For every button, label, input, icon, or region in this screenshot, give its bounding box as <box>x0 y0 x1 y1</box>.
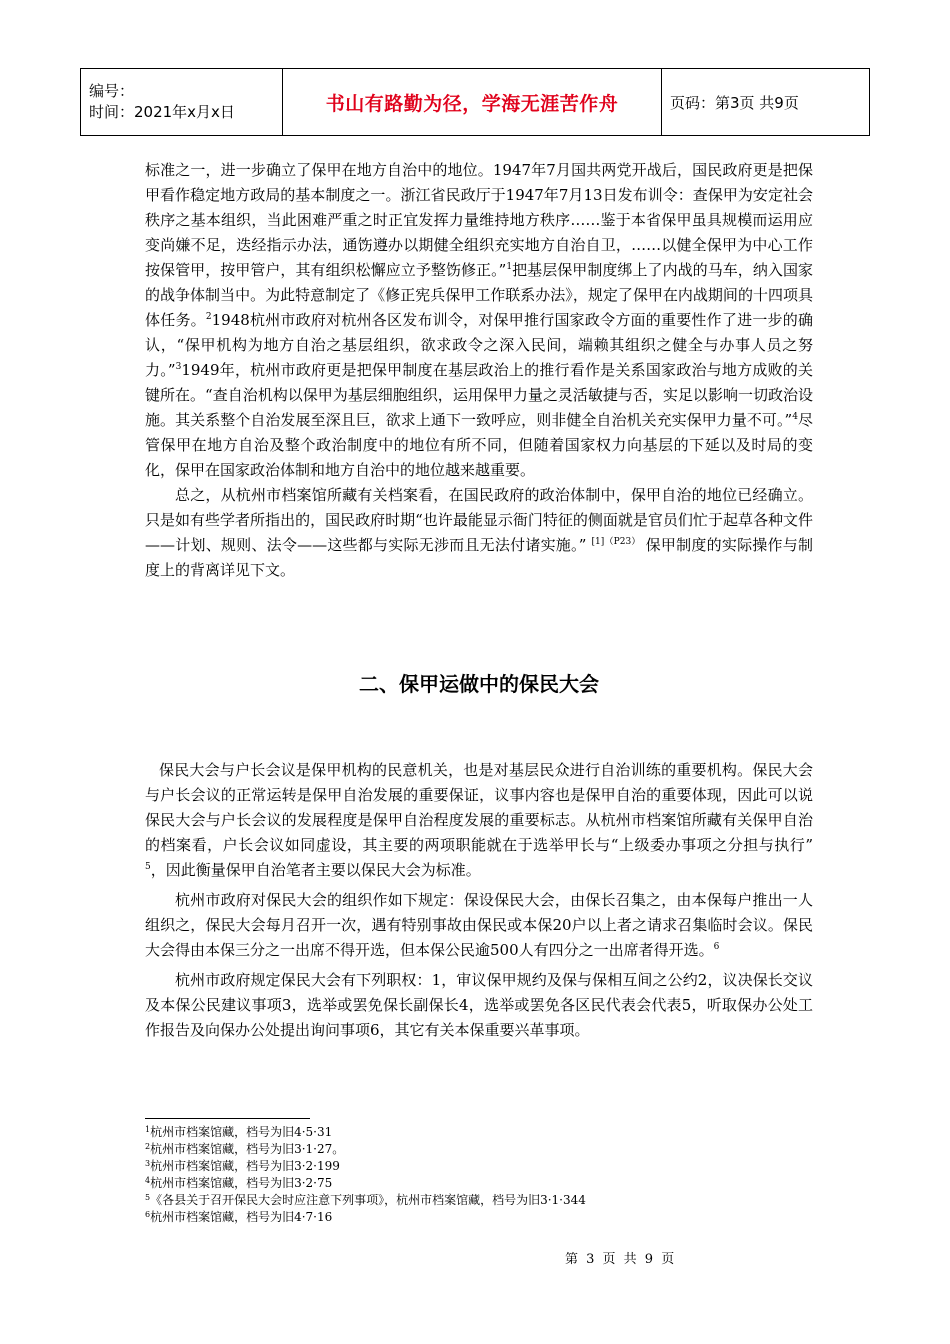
footnote-number: 1 <box>145 1125 151 1134</box>
footnote-ref-6[interactable]: 6 <box>713 942 720 952</box>
footnote-separator <box>145 1118 310 1119</box>
footnote-number: 3 <box>145 1159 151 1168</box>
header-motto: 书山有路勤为径，学海无涯苦作舟 <box>283 69 662 136</box>
body-bottom <box>145 758 813 1048</box>
footnote-text: 《各县关于召开保民大会时应注意下列事项》，杭州市档案馆藏，档号为旧3·1·344 <box>150 1193 586 1207</box>
header-meta-cell <box>81 69 283 136</box>
p2-text-b: 保甲制度的实际操作与制度上的背离详见下文。 <box>145 536 813 579</box>
p3-text-b: ，因此衡量保甲自治笔者主要以保民大会为标准。 <box>150 861 481 879</box>
footnote-number: 5 <box>145 1193 151 1202</box>
footnote-item <box>145 1175 813 1192</box>
p2-text-a: 总之，从杭州市档案馆所藏有关档案看，在国民政府的政治体制中，保甲自治的地位已经确立。只是如有些学者所指出的，国民政府时期“也许最能显示衙门特征的侧面就是官员们忙于起草各种文件——计划、规则、法令——这些都与实际无涉而且无法付诸实施。” <box>145 486 813 554</box>
header-page-label: 页码：第3页 共9页 <box>662 69 870 136</box>
footnote-number: 4 <box>145 1176 151 1185</box>
footnote-ref-1[interactable]: 1 <box>506 262 513 272</box>
footnote-ref-5[interactable]: 5 <box>145 862 151 872</box>
footnote-text: 杭州市档案馆藏，档号为旧3·2·199 <box>150 1159 340 1173</box>
footnote-text: 杭州市档案馆藏，档号为旧3·1·27。 <box>150 1142 345 1156</box>
footnote-item <box>145 1209 813 1226</box>
header-number-label: 编号： <box>89 82 135 100</box>
paragraph-2 <box>145 483 813 583</box>
header-table <box>80 68 870 136</box>
footnote-item <box>145 1141 813 1158</box>
header-date-label: 时间：2021年x月x日 <box>89 103 235 121</box>
footnote-text: 杭州市档案馆藏，档号为旧4·7·16 <box>150 1210 333 1224</box>
footnote-ref-4[interactable]: 4 <box>792 412 798 422</box>
section-title: 二、保甲运做中的保民大会 <box>359 672 599 696</box>
footnotes <box>145 1124 813 1226</box>
p1-text-c: 1948杭州市政府对杭州各区发布训令，对保甲推行国家政令方面的重要性作了进一步的确认，“保甲机构为地方自治之基层组织，欲求政令之深入民间，端赖其组织之健全与办事人员之努力。” <box>145 311 813 379</box>
paragraph-5: 杭州市政府规定保民大会有下列职权：1，审议保甲规约及保与保相互间之公约2，议决保长交议及本保公民建议事项3，选举或罢免保长副保长4，选举或罢免各区民代表会代表5，听取保办公处工作报告及向保办公处提出询问事项6，其它有关本保重要兴革事项。 <box>145 971 813 1039</box>
citation-ref[interactable]: [1]（P23） <box>591 537 641 547</box>
page-footer: 第 3 页 共 9 页 <box>565 1252 677 1267</box>
paragraph-1 <box>145 158 813 483</box>
footnote-item <box>145 1158 813 1175</box>
footnote-number: 6 <box>145 1210 151 1219</box>
footnote-text: 杭州市档案馆藏，档号为旧3·2·75 <box>150 1176 333 1190</box>
p1-text-a: 标准之一，进一步确立了保甲在地方自治中的地位。1947年7月国共两党开战后，国民政府更是把保甲看作稳定地方政局的基本制度之一。浙江省民政厅于1947年7月13日发布训令：查保甲为安定社会秩序之基本组织，当此困难严重之时正宜发挥力量维持地方秩序……鉴于本省保甲虽具规模而运用应变尚嫌不足，迭经指示办法，通饬遵办以期健全组织充实地方自治自卫，……以健全保甲为中心工作按保管甲，按甲管户，其有组织松懈应立予整饬修正。” <box>145 161 813 279</box>
footnote-item <box>145 1124 813 1141</box>
footnote-ref-3[interactable]: 3 <box>175 362 182 372</box>
p1-text-b: 把基层保甲制度绑上了内战的马车，纳入国家的战争体制当中。为此特意制定了《修正宪兵保甲工作联系办法》，规定了保甲在内战期间的十四项具体任务。 <box>145 261 813 329</box>
p4-text-a: 杭州市政府对保民大会的组织作如下规定：保设保民大会，由保长召集之，由本保每户推出一人组织之，保民大会每月召开一次，遇有特别事故由保民或本保20户以上者之请求召集临时会议。保民大会得由本保三分之一出席不得开选，但本保公民逾500人有四分之一出席者得开选。 <box>145 891 813 959</box>
footnote-number: 2 <box>145 1142 151 1151</box>
footnote-ref-2[interactable]: 2 <box>205 312 212 322</box>
body-top <box>145 158 813 583</box>
p1-text-e: 尽管保甲在地方自治及整个政治制度中的地位有所不同，但随着国家权力向基层的下延以及时局的变化，保甲在国家政治体制和地方自治中的地位越来越重要。 <box>145 411 813 479</box>
p3-text-a: 保民大会与户长会议是保甲机构的民意机关，也是对基层民众进行自治训练的重要机构。保民大会与户长会议的正常运转是保甲自治发展的重要保证，议事内容也是保甲自治的重要体现，因此可以说保民大会与户长会议的发展程度是保甲自治程度发展的重要标志。从杭州市档案馆所藏有关保甲自治的档案看，户长会议如同虚设，其主要的两项职能就在于选举甲长与“上级委办事项之分担与执行” <box>145 761 813 854</box>
footnote-item <box>145 1192 813 1209</box>
paragraph-3 <box>145 758 813 883</box>
p1-text-d: 1949年，杭州市政府更是把保甲制度在基层政治上的推行看作是关系国家政治与地方成败的关键所在。“查自治机构以保甲为基层细胞组织，运用保甲力量之灵活敏捷与否，实足以影响一切政治设施。其关系整个自治发展至深且巨，欲求上通下一致呼应，则非健全自治机关充实保甲力量不可。” <box>145 361 813 429</box>
paragraph-4 <box>145 888 813 963</box>
footnote-text: 杭州市档案馆藏，档号为旧4·5·31 <box>150 1125 333 1139</box>
